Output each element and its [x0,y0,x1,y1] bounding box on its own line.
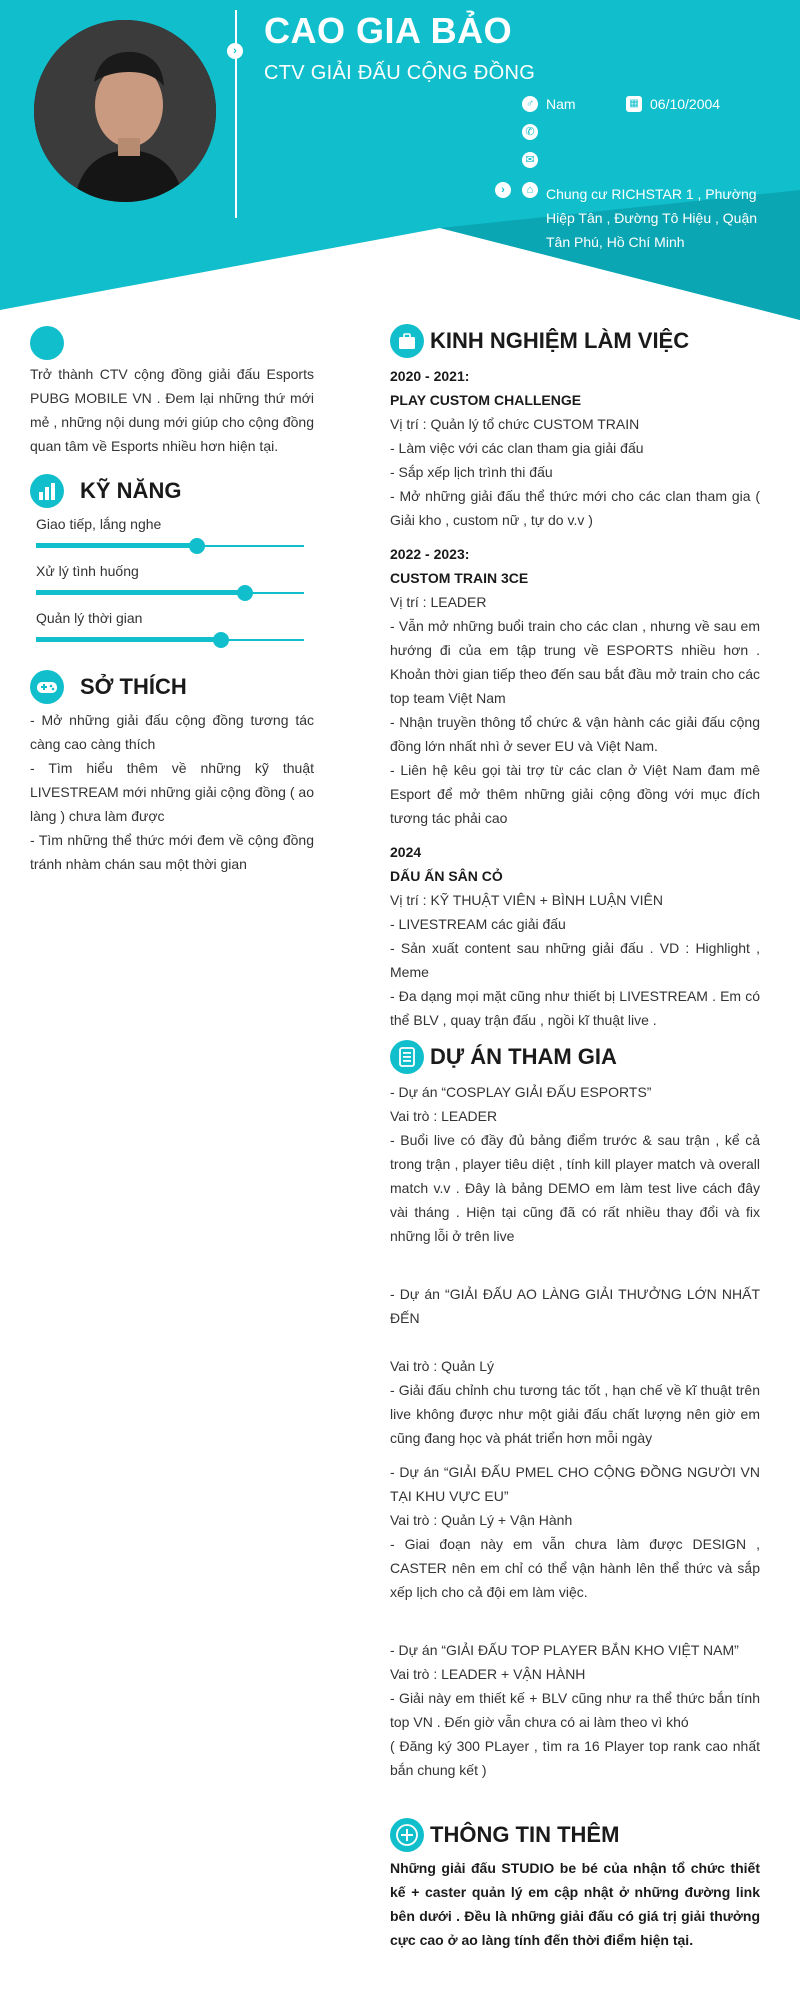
project-line: - Dự án “GIẢI ĐẤU TOP PLAYER BẮN KHO VIỆT NAM” [390,1642,739,1658]
experience-title: KINH NGHIỆM LÀM VIỆC [430,328,690,353]
experience-line: - Nhận truyền thông tổ chức & vận hành các giải đấu cộng đồng lớn nhất nhì ở sever EU và Việt Nam. [390,714,760,754]
projects-title: DỰ ÁN THAM GIA [430,1044,617,1069]
skill-label: Quản lý thời gian [36,610,143,626]
experience-line: - Sắp xếp lịch trình thi đấu [390,464,553,480]
skill-bar [36,543,197,548]
project-line: - Dự án “GIẢI ĐẤU PMEL CHO CỘNG ĐỒNG NGƯỜI VN TẠI KHU VỰC EU” [390,1464,760,1504]
skill-knob [189,538,205,554]
skills-title: KỸ NĂNG [80,478,182,503]
project-item [390,1638,760,1782]
project-line: Vai trò : Quản Lý + Vận Hành [390,1512,573,1528]
project-line: Vai trò : LEADER + VẬN HÀNH [390,1666,586,1682]
bar-chart-icon [30,474,64,508]
experience-company: PLAY CUSTOM CHALLENGE [390,392,582,408]
skill-knob [237,585,253,601]
hobby-item: - Tìm những thể thức mới đem về cộng đồng tránh nhàm chán sau một thời gian [30,832,314,872]
candidate-name: CAO GIA BẢO [264,10,513,51]
experience-line: - Làm việc với các clan tham gia giải đấu [390,440,644,456]
experience-company: CUSTOM TRAIN 3CE [390,570,529,586]
project-line: - Giai đoạn này em vẫn chưa làm được DESIGN , CASTER nên em chỉ có thể vận hành lên thể thức và sắp xếp lịch cho cả đội em làm việc. [390,1536,760,1600]
hobby-item: - Mở những giải đấu cộng đồng tương tác càng cao càng thích [30,712,314,752]
header-banner [0,0,800,330]
experience-period: 2024 [390,844,422,860]
experience-period: 2020 - 2021: [390,368,470,384]
project-item [390,1460,760,1604]
project-line: - Dự án “GIẢI ĐẤU AO LÀNG GIẢI THƯỞNG LỚN NHẤT ĐẾN [390,1286,760,1326]
skill-knob [213,632,229,648]
hobbies-list [30,708,314,876]
project-line [390,1330,760,1354]
project-line: - Buổi live có đầy đủ bảng điểm trước & sau trận , kể cả trong trận , player tiêu diệt , tính kill player match và overall match v.v . Đây là bảng DEMO em làm test live cách đây vài tháng . Hiện tại cũng đã có rất nhiều thay đổi và fix những lỗi ở trên live [390,1132,760,1244]
experience-line: Vị trí : KỸ THUẬT VIÊN + BÌNH LUẬN VIÊN [390,892,663,908]
plus-circle-icon [390,1818,424,1852]
project-line: ( Đăng ký 300 PLayer , tìm ra 16 Player top rank cao nhất bắn chung kết ) [390,1738,760,1778]
experience-company: DẤU ẤN SÂN CỎ [390,868,503,884]
skill-label: Giao tiếp, lắng nghe [36,516,162,532]
project-line: Vai trò : Quản Lý [390,1358,495,1374]
phone-icon: ✆ [522,124,538,140]
experience-line: Vị trí : LEADER [390,594,487,610]
chevron-right-icon: › [227,43,243,59]
project-item [390,1080,760,1248]
project-line: Vai trò : LEADER [390,1108,498,1124]
home-icon: ⌂ [522,182,538,198]
experience-line: - LIVESTREAM các giải đấu [390,916,566,932]
more-info-text: Những giải đấu STUDIO be bé của nhận tổ chức thiết kế + caster quản lý em cập nhật ở những đường link bên dưới . Đều là những giải đấu có giá trị giải thưởng cực cao ở ao làng tính đến thời điểm hiện tại. [390,1860,760,1948]
experience-line: - Sản xuất content sau những giải đấu . VD : Highlight , Meme [390,940,760,980]
timeline-line [235,10,237,218]
address-value: Chung cư RICHSTAR 1 , Phường Hiệp Tân , Đường Tô Hiệu , Quận Tân Phú, Hồ Chí Minh [546,186,758,250]
hobbies-title: SỞ THÍCH [80,674,187,699]
experience-line: Vị trí : Quản lý tổ chức CUSTOM TRAIN [390,416,640,432]
experience-period: 2022 - 2023: [390,546,470,562]
gender-value: Nam [546,96,576,112]
candidate-role: CTV GIẢI ĐẤU CỘNG ĐỒNG [264,62,536,84]
calendar-icon: ▦ [626,96,642,112]
experience-line: - Đa dạng mọi mặt cũng như thiết bị LIVESTREAM . Em có thể BLV , quay trận đấu , ngồi kĩ thuật live . [390,988,760,1028]
target-icon [30,326,64,360]
project-line: - Dự án “COSPLAY GIẢI ĐẤU ESPORTS” [390,1084,652,1100]
more-info-title: THÔNG TIN THÊM [430,1822,620,1847]
avatar [34,20,216,202]
project-line: - Giải đấu chỉnh chu tương tác tốt , hạn chế về kĩ thuật trên live không được như một giải đấu chất lượng nên giờ em cũng đang học và phát triển hơn mỗi ngày [390,1382,760,1446]
experience-item [390,364,760,532]
chevron-right-icon: › [495,182,511,198]
gamepad-icon [30,670,64,704]
email-icon: ✉ [522,152,538,168]
experience-item [390,840,760,1032]
objective-text: Trở thành CTV cộng đồng giải đấu Esports PUBG MOBILE VN . Đem lại những thứ mới mẻ , những nội dung mới giúp cho cộng đồng quan tâm về Esports nhiều hơn hiện tại. [30,366,314,454]
project-line: - Giải này em thiết kế + BLV cũng như ra thể thức bắn tính top VN . Đến giờ vẫn chưa có ai làm theo vì khó [390,1690,760,1730]
skill-bar [36,590,245,595]
gender-icon: ♂ [522,96,538,112]
experience-line: - Liên hệ kêu gọi tài trợ từ các clan ở Việt Nam đam mê Esport để mở thêm những giải cộng đồng với mục đích tương tác phải cao [390,762,760,826]
avatar-photo [34,20,216,202]
briefcase-icon [390,324,424,358]
birthday-value: 06/10/2004 [650,96,721,112]
experience-line: - Mở những giải đấu thể thức mới cho các clan tham gia ( Giải kho , custom nữ , tự do v.v ) [390,488,760,528]
checklist-icon [390,1040,424,1074]
project-item [390,1282,760,1450]
hobby-item: - Tìm hiểu thêm về những kỹ thuật LIVESTREAM mới những giải cộng đồng ( ao làng ) chưa làm được [30,760,314,824]
experience-item [390,542,760,830]
skill-label: Xử lý tình huống [36,563,139,579]
experience-line: - Vẫn mở những buổi train cho các clan , nhưng về sau em hướng đi của em tập trung về ESPORTS nhiều hơn . Khoản thời gian tiếp theo đến sau bắt đầu mở train cho các top team Việt Nam [390,618,760,706]
skill-bar [36,637,221,642]
